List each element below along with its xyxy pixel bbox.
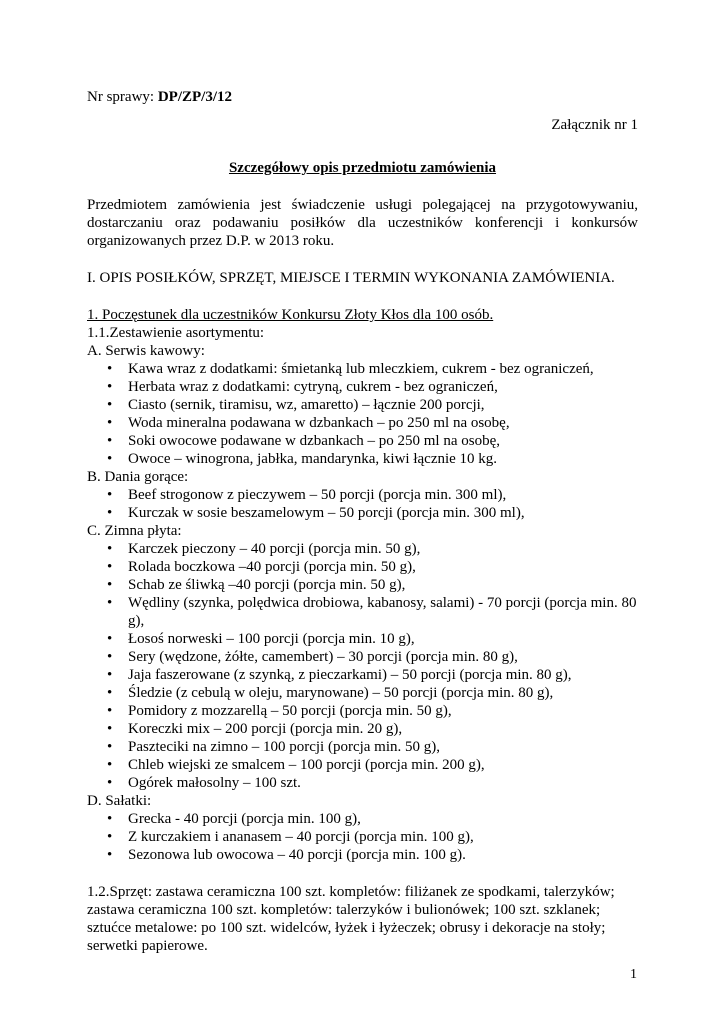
group-heading-salads: D. Sałatki: (87, 793, 152, 809)
list-item-text: Śledzie (z cebulą w oleju, marynowane) – 50 porcji (porcja min. 80 g), (128, 685, 554, 701)
list-item-text: Kawa wraz z dodatkami: śmietanką lub mleczkiem, cukrem - bez ograniczeń, (128, 361, 594, 377)
list-item-text: Chleb wiejski ze smalcem – 100 porcji (porcja min. 200 g), (128, 757, 485, 773)
bullet-icon: • (107, 811, 113, 827)
intro-paragraph: Przedmiotem zamówienia jest świadczenie usługi polegającej na przygotowywaniu, dostarczaniu oraz podawaniu posiłków dla uczestników konferencji i konkursów organizowanych przez D.P. w 2013 roku. (87, 197, 638, 249)
list-item-text: Owoce – winogrona, jabłka, mandarynka, kiwi łącznie 10 kg. (128, 451, 498, 467)
cold-plate-list (87, 540, 638, 792)
list-item-text: Łosoś norweski – 100 porcji (porcja min. 10 g), (128, 631, 415, 647)
list-item-text: Z kurczakiem i ananasem – 40 porcji (porcja min. 100 g), (128, 829, 474, 845)
list-item (87, 414, 638, 432)
list-item (87, 720, 638, 738)
salads-list (87, 810, 638, 864)
list-item-text: Grecka - 40 porcji (porcja min. 100 g), (128, 811, 361, 827)
bullet-icon: • (107, 631, 113, 647)
bullet-icon: • (107, 775, 113, 791)
bullet-icon: • (107, 685, 113, 701)
list-item-text: Sezonowa lub owocowa – 40 porcji (porcja min. 100 g). (128, 847, 466, 863)
bullet-icon: • (107, 757, 113, 773)
list-item (87, 378, 638, 396)
group-heading-hot: B. Dania gorące: (87, 469, 189, 485)
document-body (87, 88, 638, 955)
assortment-heading: 1.1.Zestawienie asortymentu: (87, 325, 265, 341)
list-item (87, 594, 638, 630)
case-number-line (87, 88, 638, 106)
list-item (87, 666, 638, 684)
list-item-text: Rolada boczkowa –40 porcji (porcja min. 50 g), (128, 559, 416, 575)
equipment-paragraph: 1.2.Sprzęt: zastawa ceramiczna 100 szt. kompletów: filiżanek ze spodkami, talerzyków; zastawa ceramiczna 100 szt. kompletów: talerzyków i bulionówek; 100 szt. szklanek; sztućce metalowe: po 100 szt. widelców, łyżek i łyżeczek; obrusy i dekoracje na stoły; serwetki papierowe. (87, 884, 615, 954)
list-item (87, 540, 638, 558)
list-item (87, 684, 638, 702)
list-item-text: Ciasto (sernik, tiramisu, wz, amaretto) – łącznie 200 porcji, (128, 397, 485, 413)
list-item (87, 828, 638, 846)
bullet-icon: • (107, 541, 113, 557)
list-item-text: Koreczki mix – 200 porcji (porcja min. 20 g), (128, 721, 403, 737)
list-item-text: Schab ze śliwką –40 porcji (porcja min. 50 g), (128, 577, 406, 593)
group-heading-coffee: A. Serwis kawowy: (87, 343, 205, 359)
bullet-icon: • (107, 847, 113, 863)
bullet-icon: • (107, 397, 113, 413)
list-item (87, 396, 638, 414)
page-title: Szczegółowy opis przedmiotu zamówienia (228, 160, 497, 176)
bullet-icon: • (107, 703, 113, 719)
bullet-icon: • (107, 487, 113, 503)
subsection-title: 1. Poczęstunek dla uczestników Konkursu Złoty Kłos dla 100 osób. (87, 307, 494, 323)
list-item (87, 576, 638, 594)
list-item (87, 702, 638, 720)
list-item (87, 630, 638, 648)
list-item-text: Sery (wędzone, żółte, camembert) – 30 porcji (porcja min. 80 g), (128, 649, 518, 665)
list-item-text: Kurczak w sosie beszamelowym – 50 porcji (porcja min. 300 ml), (128, 505, 525, 521)
bullet-icon: • (107, 721, 113, 737)
section-heading: I. OPIS POSIŁKÓW, SPRZĘT, MIEJSCE I TERMIN WYKONANIA ZAMÓWIENIA. (87, 270, 615, 286)
bullet-icon: • (107, 379, 113, 395)
bullet-icon: • (107, 559, 113, 575)
bullet-icon: • (107, 829, 113, 845)
bullet-icon: • (107, 667, 113, 683)
list-item-text: Beef strogonow z pieczywem – 50 porcji (porcja min. 300 ml), (128, 487, 507, 503)
list-item-text: Jaja faszerowane (z szynką, z pieczarkami) – 50 porcji (porcja min. 80 g), (128, 667, 572, 683)
bullet-icon: • (107, 577, 113, 593)
list-item (87, 774, 638, 792)
case-number: DP/ZP/3/12 (157, 89, 232, 105)
bullet-icon: • (107, 361, 113, 377)
list-item-text: Paszteciki na zimno – 100 porcji (porcja min. 50 g), (128, 739, 441, 755)
list-item (87, 756, 638, 774)
list-item-text: Wędliny (szynka, polędwica drobiowa, kabanosy, salami) - 70 porcji (porcja min. 80 g), (128, 595, 637, 629)
hot-dishes-list (87, 486, 638, 522)
list-item-text: Herbata wraz z dodatkami: cytryną, cukrem - bez ograniczeń, (128, 379, 498, 395)
list-item (87, 846, 638, 864)
bullet-icon: • (107, 505, 113, 521)
list-item (87, 738, 638, 756)
list-item-text: Pomidory z mozzarellą – 50 porcji (porcja min. 50 g), (128, 703, 452, 719)
list-item (87, 432, 638, 450)
coffee-list (87, 360, 638, 468)
case-label: Nr sprawy: (87, 89, 158, 105)
list-item-text: Soki owocowe podawane w dzbankach – po 250 ml na osobę, (128, 433, 500, 449)
list-item (87, 360, 638, 378)
bullet-icon: • (107, 415, 113, 431)
list-item-text: Woda mineralna podawana w dzbankach – po 250 ml na osobę, (128, 415, 510, 431)
list-item (87, 558, 638, 576)
attachment-label: Załącznik nr 1 (551, 117, 638, 133)
list-item-text: Karczek pieczony – 40 porcji (porcja min. 50 g), (128, 541, 421, 557)
list-item (87, 504, 638, 522)
list-item (87, 450, 638, 468)
bullet-icon: • (107, 433, 113, 449)
list-item (87, 810, 638, 828)
bullet-icon: • (107, 739, 113, 755)
list-item (87, 486, 638, 504)
bullet-icon: • (107, 595, 113, 611)
group-heading-cold: C. Zimna płyta: (87, 523, 182, 539)
bullet-icon: • (107, 451, 113, 467)
list-item (87, 648, 638, 666)
list-item-text: Ogórek małosolny – 100 szt. (128, 775, 301, 791)
bullet-icon: • (107, 649, 113, 665)
page-number: 1 (630, 967, 637, 982)
